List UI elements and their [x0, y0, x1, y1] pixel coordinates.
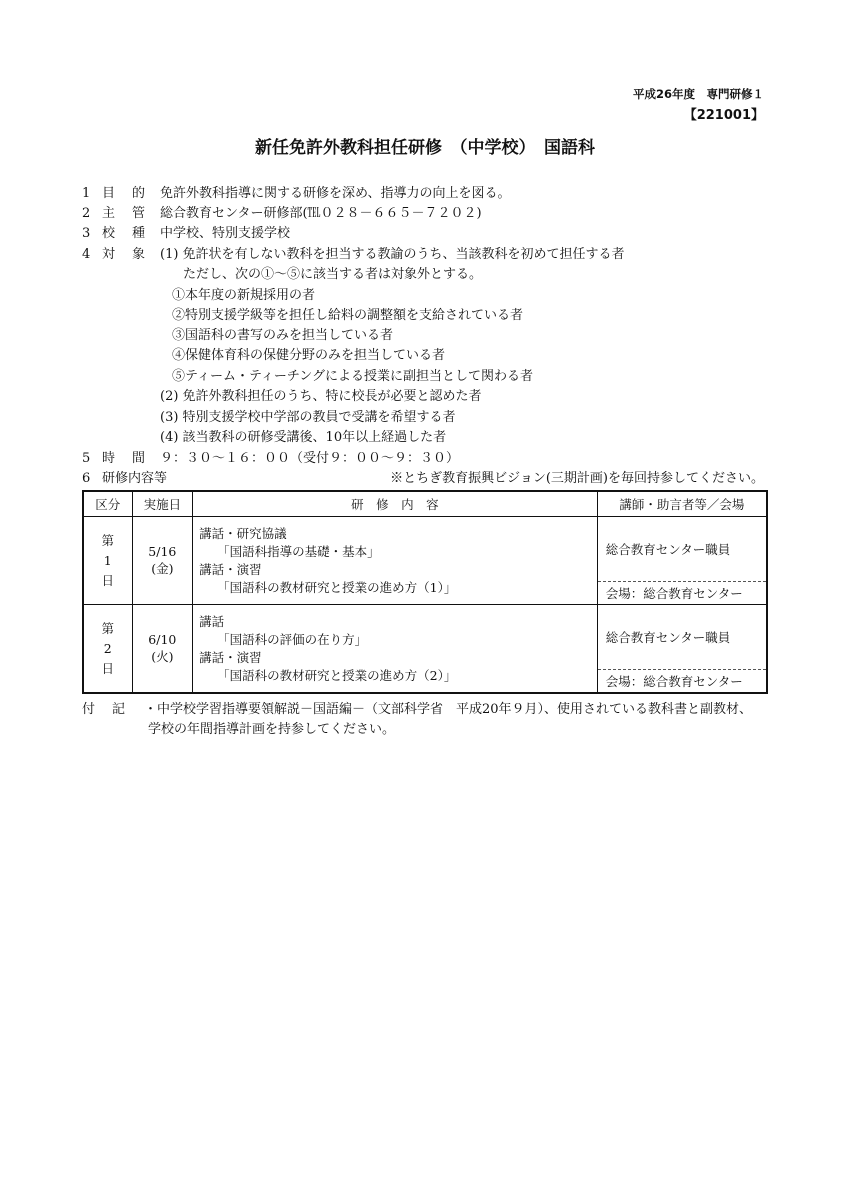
year-course-label: 平成26年度 専門研修１ — [632, 87, 764, 101]
day-cell: 第 1 日 — [83, 517, 132, 605]
item-number: 6 — [82, 471, 91, 486]
item-number: 3 — [82, 226, 91, 241]
item-label: 対 象 — [102, 247, 148, 262]
exclusion-1: ①本年度の新規採用の者 — [172, 288, 316, 303]
exclusion-2: ②特別支援学級等を担任し給料の調整額を支給されている者 — [172, 308, 524, 323]
item-text: 総合教育センター研修部(℡０２８－６６５－７２０２) — [160, 206, 482, 221]
venue: 会場：総合教育センター — [605, 674, 743, 689]
notes-label: 付 記 — [82, 702, 128, 717]
target-1: (1) 免許状を有しない教科を担当する教諭のうち、当該教科を初めて担任する者 — [160, 247, 625, 262]
item-label: 主 管 — [102, 206, 148, 221]
date: 5/16 — [148, 544, 177, 559]
item-time — [82, 449, 459, 469]
content-cell: 講話 「国語科の評価の在り方」 講話・演習 「国語科の教材研究と授業の進め方（2）」 — [193, 605, 598, 694]
instructor-cell — [597, 605, 767, 694]
course-code: 【221001】 — [683, 108, 764, 123]
item-text: ９：３０～１６：００（受付９：００～９：３０） — [160, 451, 460, 466]
table-row — [83, 517, 767, 605]
date: 6/10 — [148, 632, 177, 647]
table-header-row — [83, 491, 767, 517]
item-label: 目 的 — [102, 186, 148, 201]
header-date: 実施日 — [132, 491, 193, 517]
item-number: 2 — [82, 206, 91, 221]
header-day: 区分 — [83, 491, 132, 517]
item-text: 中学校、特別支援学校 — [160, 226, 291, 241]
target-4: (4) 該当教科の研修受講後、10年以上経過した者 — [160, 430, 447, 445]
header-instructor: 講師・助言者等／会場 — [597, 491, 767, 517]
notes-line-1 — [82, 700, 752, 720]
item-number: 4 — [82, 247, 91, 262]
item-text: 免許外教科指導に関する研修を深め、指導力の向上を図る。 — [160, 186, 511, 201]
exclusion-5: ⑤ティーム・ティーチングによる授業に副担当として関わる者 — [172, 369, 534, 384]
notes-text-2: 学校の年間指導計画を持参してください。 — [148, 722, 396, 737]
item-school-type — [82, 224, 290, 244]
instructor: 総合教育センター職員 — [598, 605, 766, 670]
weekday: (火) — [151, 649, 174, 664]
date-cell — [132, 517, 193, 605]
target-3: (3) 特別支援学校中学部の教員で受講を希望する者 — [160, 410, 456, 425]
weekday: (金) — [151, 561, 174, 576]
content-cell: 講話・研究協議 「国語科指導の基礎・基本」 講話・演習 「国語科の教材研究と授業の進め方（1）」 — [193, 517, 598, 605]
header-content: 研 修 内 容 — [193, 491, 598, 517]
vision-note: ※とちぎ教育振興ビジョン(三期計画)を毎回持参してください。 — [390, 471, 764, 486]
date-cell — [132, 605, 193, 694]
page-title: 新任免許外教科担任研修 （中学校） 国語科 — [255, 138, 595, 158]
notes-text-1: ・中学校学習指導要領解説－国語編－（文部科学省 平成20年９月）、使用されている教科書と副教材、 — [144, 702, 753, 717]
instructor: 総合教育センター職員 — [598, 517, 766, 582]
table-row — [83, 605, 767, 694]
target-1-note: ただし、次の①～⑤に該当する者は対象外とする。 — [183, 267, 483, 282]
target-2: (2) 免許外教科担任のうち、特に校長が必要と認めた者 — [160, 389, 482, 404]
item-label: 時 間 — [102, 451, 148, 466]
venue: 会場：総合教育センター — [605, 586, 743, 601]
item-number: 1 — [82, 186, 91, 201]
day-cell: 第 2 日 — [83, 605, 132, 694]
item-target — [82, 245, 625, 265]
item-purpose — [82, 184, 510, 204]
instructor-cell — [597, 517, 767, 605]
exclusion-3: ③国語科の書写のみを担当している者 — [172, 328, 394, 343]
item-content — [82, 469, 167, 489]
schedule-table — [82, 490, 768, 694]
exclusion-4: ④保健体育科の保健分野のみを担当している者 — [172, 348, 446, 363]
item-label: 校 種 — [102, 226, 148, 241]
item-number: 5 — [82, 451, 91, 466]
item-label: 研修内容等 — [102, 471, 168, 486]
item-organizer — [82, 204, 482, 224]
